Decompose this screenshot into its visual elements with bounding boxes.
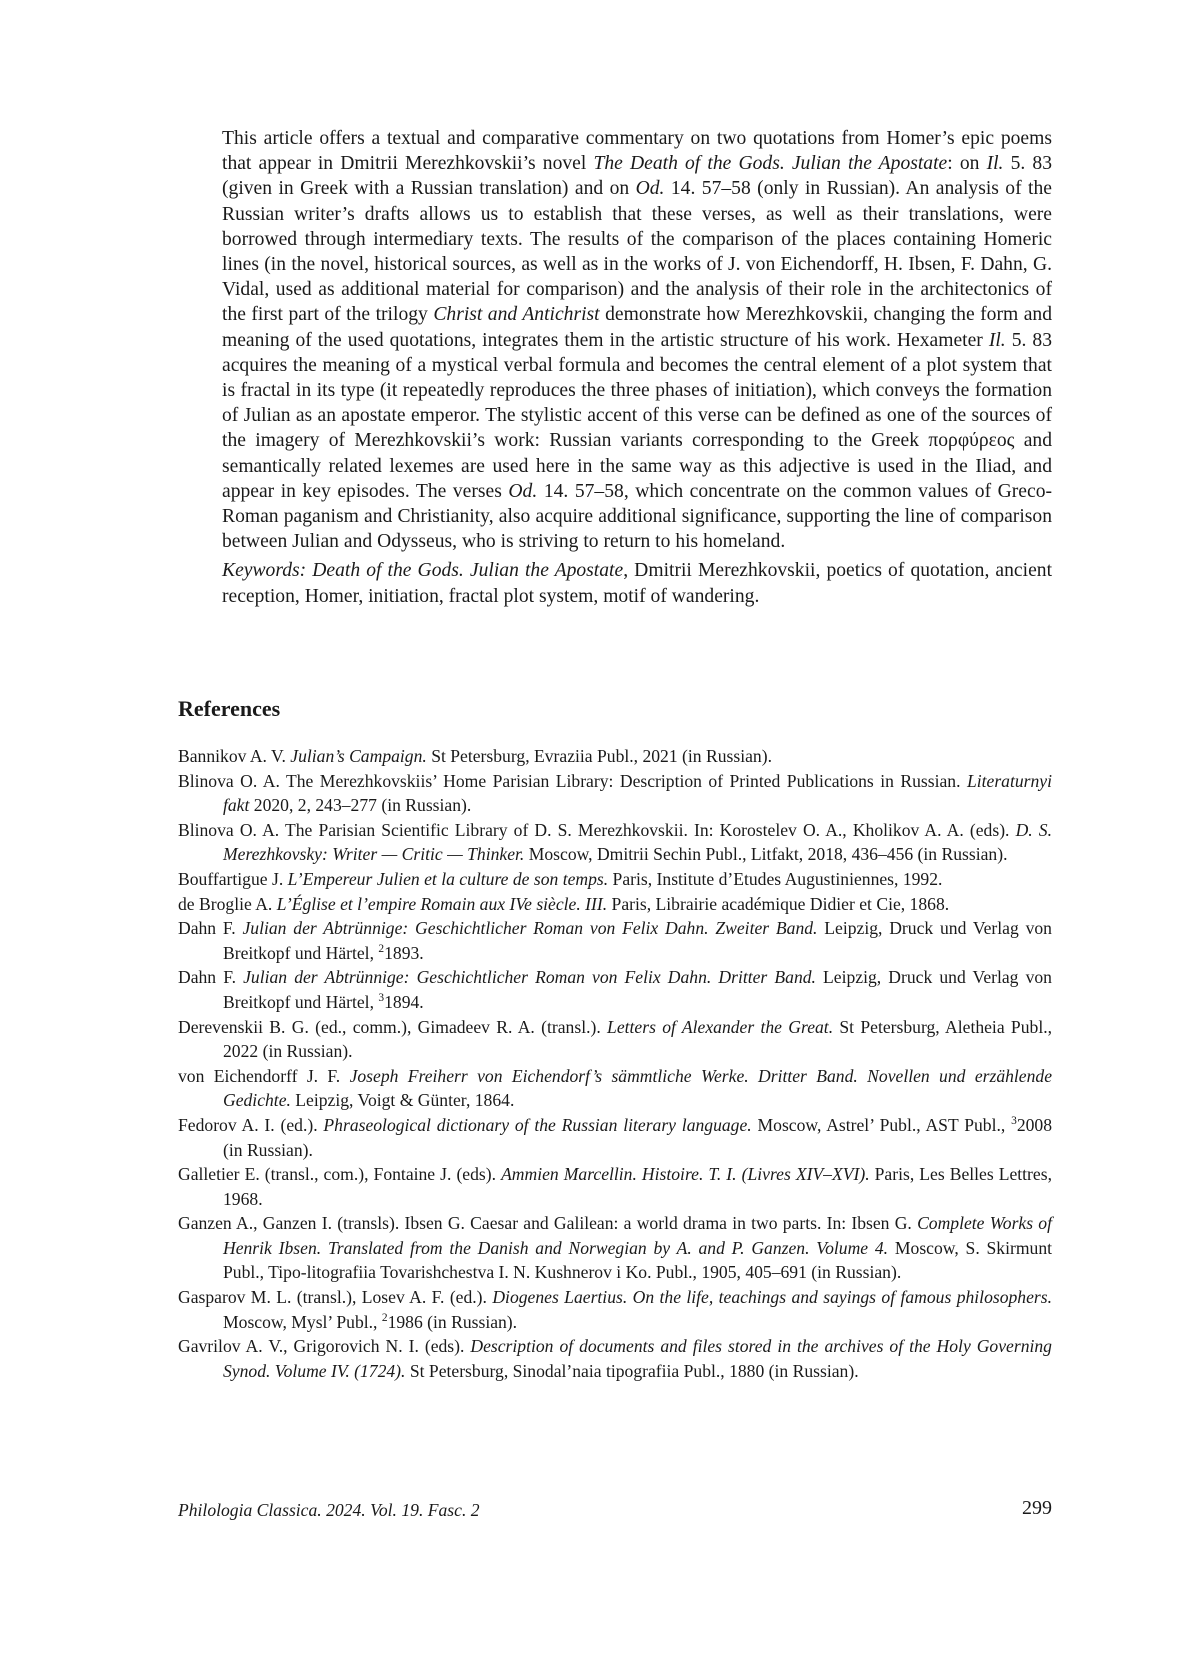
- reference-item: [178, 916, 1052, 965]
- reference-text: Dahn F.: [178, 967, 244, 988]
- reference-text: Paris, Les Belles Lettres, 1968.: [223, 1164, 1052, 1209]
- reference-title: Complete Works of Henrik Ibsen. Translated from the Danish and Norwegian by A. and P. Ganzen. Volume 4.: [223, 1213, 1052, 1258]
- odyssey-abbrev: Od.: [508, 480, 538, 502]
- abstract-text: 14. 57–58 (only in Russian). An analysis of the Russian writer’s drafts allows us to establish that these verses, as well as their translations, were borrowed through intermediary texts. The results of the comparison of the places containing Homeric lines (in the novel, historical sources, as well as in the works of J. von Eichendorff, H. Ibsen, F. Dahn, G. Vidal, used as additional material for comparison) and the analysis of their role in the architectonics of the first part of the trilogy: [222, 178, 1052, 326]
- reference-text: Blinova O. A. The Parisian Scientific Library of D. S. Merezhkovskii. In: Korostelev O. A., Kholikov A. A. (eds).: [178, 819, 1016, 840]
- reference-text: 1893.: [384, 942, 424, 963]
- reference-item: [178, 1285, 1052, 1334]
- novel-title: The Death of the Gods. Julian the Apostate: [593, 153, 948, 175]
- reference-text: Moscow, Dmitrii Sechin Publ., Litfakt, 2018, 436–456 (in Russian).: [524, 844, 1008, 865]
- abstract-text: This article offers a textual and comparative commentary on two quotations from Homer’s epic poems that appear in Dmitrii Merezhkovskii’s novel: [222, 128, 1052, 175]
- keywords: [222, 558, 1052, 608]
- reference-text: St Petersburg, Evraziia Publ., 2021 (in Russian).: [426, 746, 772, 766]
- abstract-text: demonstrate how Merezhkovskii, changing the form and meaning of the used quotations, integrates them in the artistic structure of his work. Hexameter: [222, 304, 1053, 351]
- reference-item: [178, 818, 1052, 867]
- reference-text: 1986 (in Russian).: [387, 1311, 518, 1332]
- reference-text: Ganzen A., Ganzen I. (transls). Ibsen G. Caesar and Galilean: a world drama in two parts. In: Ibsen G.: [178, 1213, 918, 1234]
- reference-item: [178, 1211, 1052, 1285]
- abstract-text: 5. 83 (given in Greek with a Russian translation) and on: [222, 153, 1052, 200]
- reference-text: 2020, 2, 243–277 (in Russian).: [249, 795, 472, 816]
- reference-text: Paris, Institute d’Etudes Augustiniennes, 1992.: [608, 868, 943, 889]
- reference-title: D. S. Merezhkovsky: Writer — Critic — Thinker.: [223, 819, 1052, 865]
- reference-text: Moscow, S. Skirmunt Publ., Tipo-litografiia Tovarishchestva I. N. Kushnerov i Ko. Publ., 1905, 405–691 (in Russian).: [223, 1237, 1053, 1283]
- footer-journal: Philologia Classica. 2024. Vol. 19. Fasc. 2: [178, 1500, 480, 1520]
- reference-text: 2008 (in Russian).: [223, 1114, 1052, 1160]
- reference-text: 1894.: [384, 991, 424, 1012]
- reference-title: Julian der Abtrünnige: Geschichtlicher Roman von Felix Dahn. Zweiter Band.: [242, 918, 818, 939]
- reference-item: [178, 769, 1052, 818]
- reference-item: [178, 1162, 1052, 1211]
- reference-title: Description of documents and files stored in the archives of the Holy Governing Synod. Volume IV. (1724).: [223, 1336, 1052, 1381]
- reference-title: Literaturnyi fakt: [223, 770, 1052, 816]
- references-heading: References: [178, 696, 281, 721]
- edition-number: 3: [378, 992, 385, 1005]
- reference-text: Moscow, Mysl’ Publ.,: [223, 1311, 382, 1332]
- reference-item: [178, 867, 1052, 892]
- reference-title: L’Église et l’empire Romain aux IVe siècle. III.: [276, 893, 608, 914]
- odyssey-abbrev: Od.: [635, 178, 665, 200]
- reference-text: Fedorov A. I. (ed.).: [178, 1114, 324, 1135]
- reference-text: Derevenskii B. G. (ed., comm.), Gimadeev R. A. (transl.).: [178, 1016, 608, 1037]
- keywords-label: Keywords: Death of the Gods. Julian the Apostate: [222, 560, 624, 582]
- reference-text: Leipzig, Druck und Verlag von Breitkopf und Härtel,: [223, 967, 1052, 1012]
- reference-title: Ammien Marcellin. Histoire. T. I. (Livres XIV–XVI).: [501, 1164, 870, 1185]
- edition-number: 2: [378, 942, 385, 955]
- abstract: [222, 126, 1052, 609]
- edition-number: 2: [381, 1311, 388, 1324]
- reference-title: Diogenes Laertius. On the life, teachings and sayings of famous philosophers.: [492, 1287, 1053, 1308]
- reference-title: Letters of Alexander the Great.: [607, 1016, 834, 1037]
- abstract-text: 5. 83 acquires the meaning of a mystical verbal formula and becomes the central element of a plot system that is fractal in its type (it repeatedly reproduces the three phases of initiation), which conveys the formation of Julian as an apostate emperor. The stylistic accent of this verse can be defined as one of the sources of the imagery of Merezhkovskii’s work: Russian variants corresponding to the Greek πορφύρεος and semantically related lexemes are used here in the same way as this adjective is used in the Iliad, and appear in key episodes. The verses: [222, 329, 1052, 502]
- reference-text: St Petersburg, Aletheia Publ., 2022 (in Russian).: [223, 1016, 1052, 1062]
- reference-text: Galletier E. (transl., com.), Fontaine J. (eds).: [178, 1164, 502, 1185]
- reference-text: Gavrilov A. V., Grigorovich N. I. (eds).: [178, 1336, 471, 1357]
- reference-title: Julian’s Campaign.: [290, 746, 427, 766]
- reference-text: Blinova O. A. The Merezhkovskiis’ Home Parisian Library: Description of Printed Publications in Russian.: [178, 770, 967, 791]
- reference-text: Leipzig, Voigt & Günter, 1864.: [290, 1090, 515, 1111]
- reference-text: Dahn F.: [178, 918, 243, 939]
- iliad-abbrev: Il.: [988, 329, 1006, 351]
- reference-item: [178, 1334, 1052, 1383]
- reference-text: Paris, Librairie académique Didier et Cie, 1868.: [607, 893, 950, 914]
- reference-item: [178, 892, 1052, 917]
- reference-text: Gasparov M. L. (transl.), Losev A. F. (ed.).: [178, 1287, 493, 1308]
- abstract-paragraph: [222, 126, 1052, 554]
- reference-item: [178, 1113, 1052, 1162]
- keywords-list: , Dmitrii Merezhkovskii, poetics of quotation, ancient reception, Homer, initiation, fractal plot system, motif of wandering.: [222, 560, 1053, 607]
- reference-item: [178, 1015, 1052, 1064]
- abstract-text: 14. 57–58, which concentrate on the common values of Greco-Roman paganism and Christianity, also acquire additional significance, supporting the line of comparison between Julian and Odysseus, who is striving to return to his homeland.: [222, 480, 1053, 553]
- reference-title: Julian der Abtrünnige: Geschichtlicher Roman von Felix Dahn. Dritter Band.: [243, 967, 816, 988]
- reference-item: [178, 744, 1052, 769]
- reference-text: St Petersburg, Sinodal’naia tipografiia Publ., 1880 (in Russian).: [405, 1360, 859, 1381]
- reference-title: Joseph Freiherr von Eichendorf’s sämmtliche Werke. Dritter Band. Novellen und erzählende Gedichte.: [223, 1065, 1053, 1111]
- reference-text: Bouffartigue J.: [178, 868, 288, 889]
- edition-number: 3: [1011, 1115, 1017, 1128]
- iliad-abbrev: Il.: [986, 153, 1004, 175]
- reference-item: [178, 965, 1052, 1014]
- abstract-text: : on: [947, 153, 980, 175]
- trilogy-title: Christ and Antichrist: [433, 304, 600, 326]
- reference-text: de Broglie A.: [178, 893, 277, 914]
- reference-text: Moscow, Astrel’ Publ., AST Publ.,: [751, 1114, 1012, 1135]
- reference-text: Leipzig, Druck und Verlag von Breitkopf und Härtel,: [223, 918, 1052, 963]
- reference-text: Bannikov A. V.: [178, 746, 291, 766]
- references-list: [178, 744, 1052, 1383]
- reference-item: [178, 1064, 1052, 1113]
- reference-title: Phraseological dictionary of the Russian literary language.: [323, 1114, 752, 1135]
- reference-text: von Eichendorff J. F.: [178, 1065, 350, 1086]
- reference-title: L’Empereur Julien et la culture de son temps.: [287, 868, 609, 889]
- page-number: 299: [1022, 1497, 1052, 1519]
